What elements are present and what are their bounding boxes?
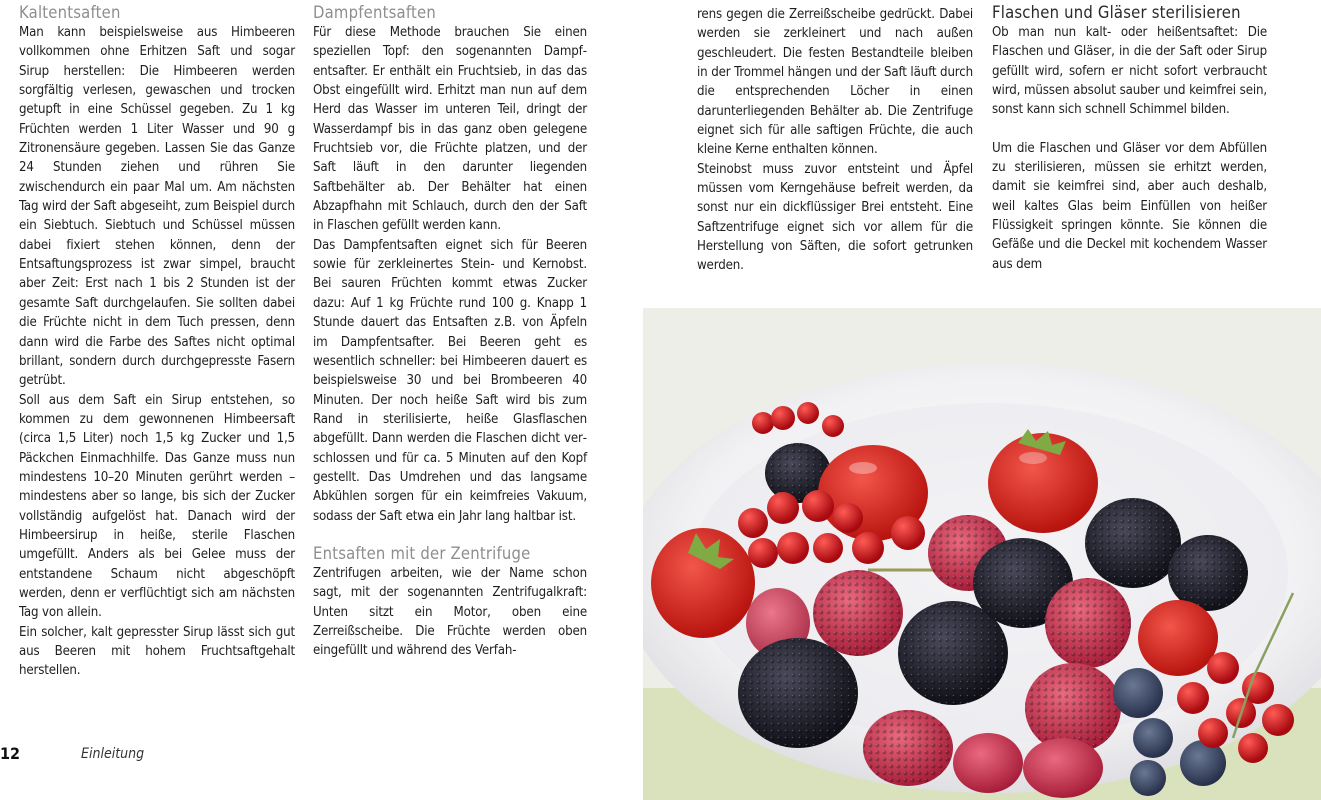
paragraph: Steinobst muss zuvor entsteint und Äpfel müssen vom Kerngehäuse befreit werden, da sonst nur ein dickflüssiger Brei entsteht. Eine Saftzentrifuge eignet sich vor allem für die Herstellung von Säften, die sofort getrunken werden.: [697, 161, 973, 274]
paragraph: Ob man nun kalt- oder heißentsaftet: Die Flaschen und Gläser, in die der Saft oder Sirup gefüllt wird, sofern er nicht sofort verbraucht wird, müssen absolut sauber und keimfrei sein, sonst kann sich schnell Schimmel bilden.: [992, 25, 1267, 118]
text-column-1: [19, 2, 295, 681]
paragraph: Ein solcher, kalt gepresster Sirup lässt sich gut aus Beeren mit hohem Fruchtsaftgehalt herstellen.: [19, 624, 295, 679]
heading-sterilisieren: Flaschen und Gläser sterilisieren: [992, 3, 1241, 22]
heading-zentrifuge: Entsaften mit der Zentrifuge: [313, 543, 531, 563]
paragraph: Soll aus dem Saft ein Sirup entstehen, so kommen zu dem gewonnenen Himbeersaft (circa 1,5 Liter) noch 1,5 kg Zucker und 1,5 Päckchen Einmachhilfe. Das Ganze muss nun mindestens 10–20 Minuten gerührt werden – mindestens aber so lange, bis sich der Zucker vollständig aufgelöst hat. Danach wird der Himbeersirup in heiße, sterile Flaschen umgefüllt. Anders als bei Gelee muss der entstandene Schaum nicht abgeschöpft werden, denn er verflüchtigt sich am nächsten Tag von allein.: [19, 392, 295, 621]
paragraph: Man kann beispielsweise aus Himbeeren vollkommen ohne Erhitzen Saft und sogar Sirup herstellen: Die Himbeeren werden sorgfältig verlesen, gewaschen und trocken getupft in eine Schüssel gegeben. Zu 1 kg Früchten werden 1 Liter Wasser und 90 g Zitronensäure gegeben. Lassen Sie das Ganze 24 Stunden ziehen und rühren Sie zwischendurch ein paar Mal um. Am nächsten Tag wird der Saft abgeseiht, zum Beispiel durch ein Siebtuch. Siebtuch und Schüssel müssen dabei fixiert stehen können, denn der Entsaftungsprozess ist zwar simpel, braucht aber Zeit: Erst nach 1 bis 2 Stunden ist der gesamte Saft durchgelaufen. Sie sollten dabei die Früchte nicht in dem Tuch pressen, denn dann wird die Farbe des Saftes nicht optimal brillant, sondern durch durchgepresste Fasern getrübt.: [19, 25, 295, 389]
paragraph: Zentrifugen arbeiten, wie der Name schon sagt, mit der sogenannten Zentrifugalkraft: Unten sitzt ein Motor, oben eine Zerreißscheibe. Die Früchte werden oben eingefüllt und während des Verfah-: [313, 565, 587, 659]
running-title: Einleitung: [81, 746, 145, 762]
text-column-3: [697, 5, 973, 276]
text-column-2: [313, 2, 587, 661]
page-number: 12: [0, 744, 21, 763]
heading-kaltentsaften: Kaltentsaften: [19, 3, 121, 22]
text-column-4: [992, 2, 1267, 274]
paragraph: Um die Flaschen und Gläser vor dem Abfüllen zu sterilisieren, müssen sie erhitzt werden, damit sie keimfrei sind, aber auch deshalb, weil kaltes Glas beim Einfüllen von heißer Flüssigkeit springen könnte. Sie können die Gefäße und die Deckel mit kochendem Wasser aus dem: [992, 140, 1267, 272]
heading-dampfentsaften: Dampfentsaften: [313, 3, 436, 22]
paragraph: Für diese Methode brauchen Sie einen speziellen Topf: den sogenannten Dampfentsafter. Er enthält ein Fruchtsieb, in das das Obst eingefüllt wird. Erhitzt man nun auf dem Herd das Wasser im unteren Teil, dringt der Wasserdampf bis in das ganz oben gelegene Fruchtsieb vor, die Früchte platzen, und der Saft läuft in den darunter liegenden Saftbehälter ab. Der Behälter hat einen Abzapfhahn mit Schlauch, durch den der Saft in Flaschen gefüllt werden kann.: [313, 25, 587, 234]
paragraph: rens gegen die Zerreißscheibe gedrückt. Dabei werden sie zerkleinert und nach außen geschleudert. Die festen Bestandteile bleiben in der Trommel hängen und der Saft läuft durch die entsprechenden Löcher in einen darunterliegenden Behälter ab. Die Zentrifuge eignet sich für alle saftigen Früchte, die auch kleine Kerne enthalten können.: [697, 7, 973, 158]
berry-bowl-photo: [643, 308, 1321, 800]
berries-illustration: [643, 308, 1321, 800]
paragraph: Das Dampfentsaften eignet sich für Beeren sowie für zerkleinertes Stein- und Kernobst. Bei sauren Früchten kommt etwas Zucker dazu: Auf 1 kg Früchte rund 100 g. Knapp 1 Stunde dauert das Entsaften z.B. von Äpfeln im Dampfentsafter. Bei Beeren geht es wesentlich schneller: bei Himbeeren dauert es beispielsweise 30 und bei Brombeeren 40 Minuten. Der noch heiße Saft wird bis zum Rand in sterilisierte, heiße Glasflaschen abgefüllt. Dann werden die Flaschen dicht verschlossen und für ca. 5 Minuten auf den Kopf gestellt. Das Umdrehen und das langsame Abkühlen sorgen für ein keimfreies Vakuum, sodass der Saft etwa ein Jahr lang haltbar ist.: [313, 237, 587, 524]
